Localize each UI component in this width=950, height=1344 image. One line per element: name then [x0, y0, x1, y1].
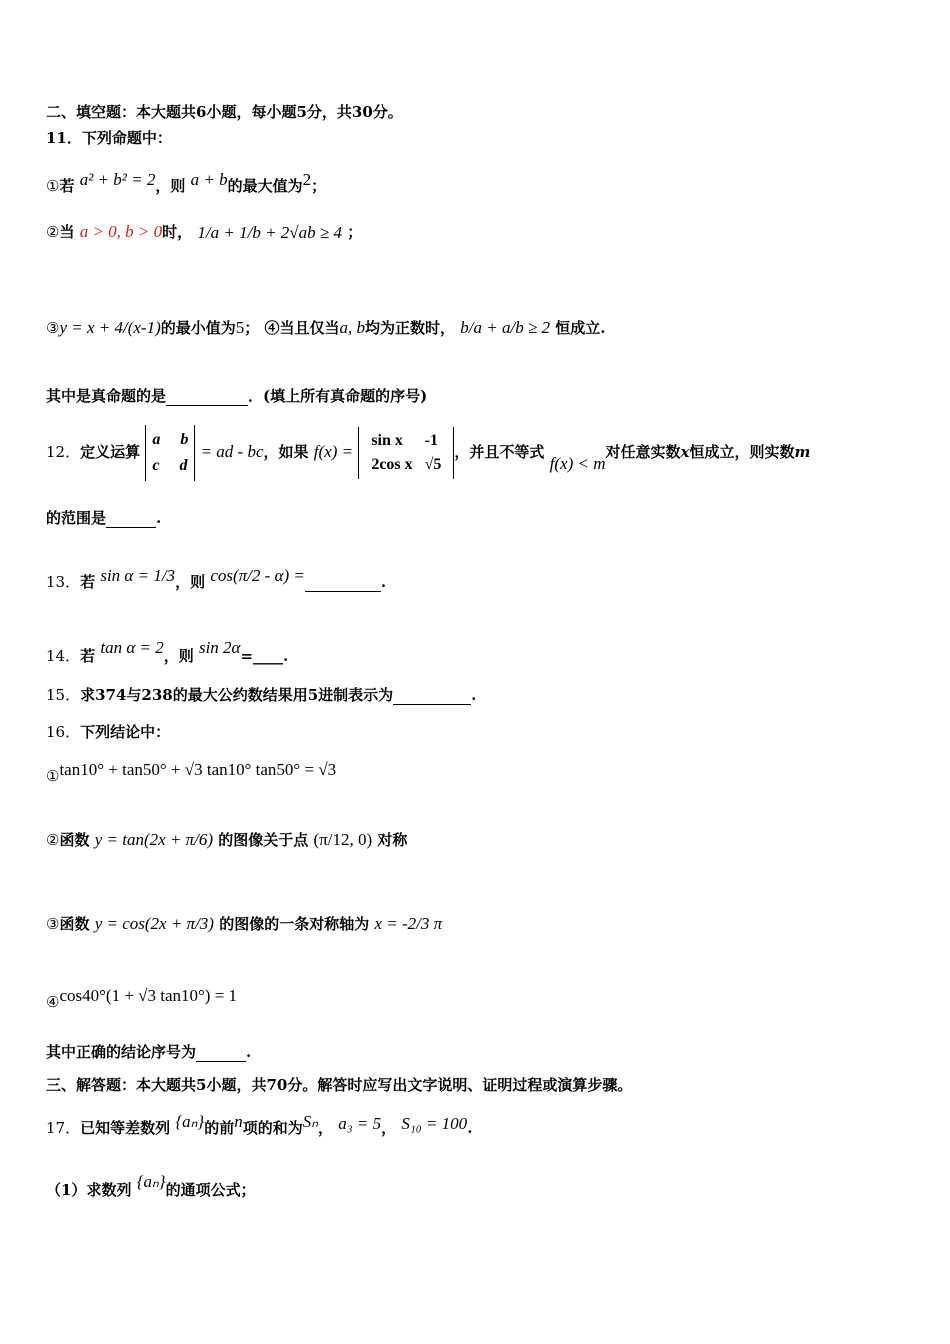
- q12-det-def: = ad - bc: [200, 442, 264, 461]
- q14-expr: sin 2α: [198, 638, 241, 657]
- q12-var-m: m: [794, 443, 811, 461]
- q11-item4-vars: a, b: [339, 318, 366, 337]
- q17-part1-post: 的通项公式；: [165, 1181, 256, 1199]
- q11-item3-post: 的最小值为: [160, 319, 236, 337]
- q15: [46, 685, 476, 705]
- q16-item1-expr: tan10° + tan50° + √3 tan10° tan50° = √3: [59, 760, 337, 779]
- q16-item2-mark: ②: [46, 831, 60, 849]
- q14-mid: ，则: [163, 647, 194, 665]
- q12-cell-22: √5: [424, 456, 442, 473]
- q17-pre: 已知等差数列: [80, 1119, 171, 1137]
- q17-number: 17．: [46, 1119, 81, 1137]
- q11-item3-4: [46, 318, 606, 338]
- q14-cond: tan α = 2: [100, 638, 164, 657]
- q16-answer-blank[interactable]: [196, 1047, 246, 1062]
- q16-item4: [46, 986, 237, 1012]
- q13-number: 13．: [46, 573, 81, 591]
- q11-item3-expr: y = x + 4/(x-1): [59, 318, 161, 337]
- q12-cell-21: 2cos x: [371, 456, 413, 473]
- q14-end: =____.: [240, 647, 289, 665]
- q11-item1-expr: a + b: [190, 170, 228, 189]
- q11-item2-end: ；: [347, 223, 363, 241]
- q16-number: 16．: [46, 723, 81, 741]
- q11-item3-mark: ③: [46, 319, 60, 337]
- q13-end: .: [380, 573, 387, 591]
- q11-item3-end: ；: [244, 319, 260, 337]
- q16-item4-expr: cos40°(1 + √3 tan10°) = 1: [59, 986, 238, 1005]
- q16-item3-axis: x = -2/3 π: [374, 914, 443, 933]
- q13-cond: sin α = 1/3: [100, 566, 176, 585]
- q12-end: .: [156, 509, 162, 527]
- q13-answer-blank[interactable]: [305, 577, 381, 592]
- q11-tail-text: 其中是真命题的是: [46, 387, 167, 405]
- q16-item2: [46, 830, 407, 850]
- q11-item4-pre: 当且仅当: [279, 319, 340, 337]
- q14: [46, 638, 288, 666]
- q17-part1-label: （1）: [46, 1181, 87, 1199]
- q12-det-abcd: a b c d: [145, 425, 195, 481]
- q15-number: 15．: [46, 686, 81, 704]
- q16-item3-mid: 的图像的一条对称轴为: [219, 915, 370, 933]
- q16-stem: [46, 722, 170, 742]
- q12-line2: [46, 508, 161, 528]
- q12-var-x: x: [680, 443, 690, 461]
- q12: [46, 425, 810, 491]
- q11-item1-val: 2: [302, 170, 312, 189]
- q11-item1-pre: 若: [59, 177, 75, 195]
- section-2-header: 二、填空题：本大题共6小题，每小题5分，共30分。: [46, 103, 403, 121]
- q11-item1-end: ；: [311, 177, 327, 195]
- q15-text: 求374与238的最大公约数结果用5进制表示为: [80, 686, 394, 704]
- q12-line2-text: 的范围是: [46, 509, 107, 527]
- q11-item1-mark: ①: [46, 177, 60, 195]
- q11-number: 11．: [46, 129, 82, 147]
- q12-fx: f(x) =: [313, 442, 354, 461]
- q17-part1-pre: 求数列: [86, 1181, 132, 1199]
- q11-item4-expr: b/a + a/b ≥ 2: [460, 318, 551, 337]
- q13-pre: 若: [80, 573, 96, 591]
- q16-item2-expr: y = tan(2x + π/6): [94, 830, 214, 849]
- q16-item1-mark: ①: [46, 767, 60, 785]
- q17-sn: Sₙ: [302, 1112, 319, 1131]
- q16-item2-point: (π/12, 0): [313, 830, 373, 849]
- q11-answer-blank[interactable]: [166, 391, 248, 406]
- q11-item4-post: 恒成立.: [555, 319, 606, 337]
- q16-tail-text: 其中正确的结论序号为: [46, 1043, 197, 1061]
- q11-item3-val: 5: [235, 318, 245, 337]
- q11-item1: [46, 170, 326, 196]
- q17-c2: S₁₀ = 100: [401, 1114, 468, 1133]
- q16-item1: [46, 760, 336, 786]
- q16-end: .: [246, 1043, 252, 1061]
- q11-stem-text: 下列命题中：: [81, 129, 172, 147]
- q17-seq: {aₙ}: [175, 1112, 205, 1131]
- q17-part1-seq: {aₙ}: [136, 1172, 166, 1191]
- q11-item2-mid: 时，: [162, 223, 193, 241]
- q12-number: 12．: [46, 443, 81, 461]
- section-3-header: 三、解答题：本大题共5小题，共70分。解答时应写出文字说明、证明过程或演算步骤。: [46, 1076, 633, 1094]
- q17-part1: [46, 1172, 256, 1200]
- q16-tail: [46, 1042, 251, 1062]
- q11-item1-cond: a² + b² = 2: [79, 170, 156, 189]
- q11-item1-mid: ，则: [155, 177, 186, 195]
- q11-item2-pre: 当: [59, 223, 75, 241]
- q12-mid2: ，并且不等式: [454, 443, 545, 461]
- q14-pre: 若: [80, 647, 96, 665]
- q11-item4-mark: ④: [264, 319, 280, 337]
- q12-ineq: f(x) < m: [549, 454, 606, 473]
- q12-det-fx: [358, 427, 454, 479]
- q17-n: n: [234, 1112, 243, 1131]
- q12-post: 对任意实数: [605, 443, 681, 461]
- q13: [46, 566, 386, 592]
- q11-item2-expr: 1/a + 1/b + 2√ab ≥ 4: [197, 223, 342, 242]
- q11-tail: [46, 386, 427, 406]
- q11-tail-note: ．(填上所有真命题的序号): [248, 387, 428, 405]
- q16-stem-text: 下列结论中：: [80, 723, 171, 741]
- q15-end: .: [471, 686, 477, 704]
- q12-cell-11: sin x: [371, 432, 403, 449]
- q11-item1-post: 的最大值为: [227, 177, 303, 195]
- q12-cell-12: -1: [424, 432, 438, 449]
- q17-end: .: [467, 1119, 473, 1137]
- q12-pre: 定义运算: [80, 443, 141, 461]
- q16-item3-mark: ③: [46, 915, 60, 933]
- q12-mid: ，如果: [263, 443, 309, 461]
- q16-item3-pre: 函数: [59, 915, 90, 933]
- q15-answer-blank[interactable]: [393, 690, 471, 705]
- q13-mid: ，则: [175, 573, 206, 591]
- q16-item4-mark: ④: [46, 993, 60, 1011]
- q12-post2: 恒成立，则实数: [689, 443, 795, 461]
- q17-mid2: 项的和为: [242, 1119, 303, 1137]
- q16-item3: [46, 914, 442, 934]
- q13-expr: cos(π/2 - α) =: [210, 566, 305, 585]
- q16-item2-post: 对称: [377, 831, 408, 849]
- q11-item2-cond: a > 0, b > 0: [79, 222, 163, 241]
- q11-item4-mid: 均为正数时，: [365, 319, 456, 337]
- q14-number: 14．: [46, 647, 81, 665]
- q17-mid: 的前: [204, 1119, 235, 1137]
- q12-answer-blank[interactable]: [106, 513, 156, 528]
- q11-stem: [46, 128, 172, 148]
- q16-item2-mid: 的图像关于点: [218, 831, 309, 849]
- q16-item2-pre: 函数: [59, 831, 90, 849]
- q17-c1: a₃ = 5: [338, 1114, 382, 1133]
- q16-item3-expr: y = cos(2x + π/3): [94, 914, 214, 933]
- q11-item2-mark: ②: [46, 223, 60, 241]
- q11-item2: [46, 222, 362, 243]
- q17: 17．已知等差数列 {aₙ}的前n项的和为Sₙ， a₃ = 5， S₁₀ = 100.: [46, 1112, 473, 1137]
